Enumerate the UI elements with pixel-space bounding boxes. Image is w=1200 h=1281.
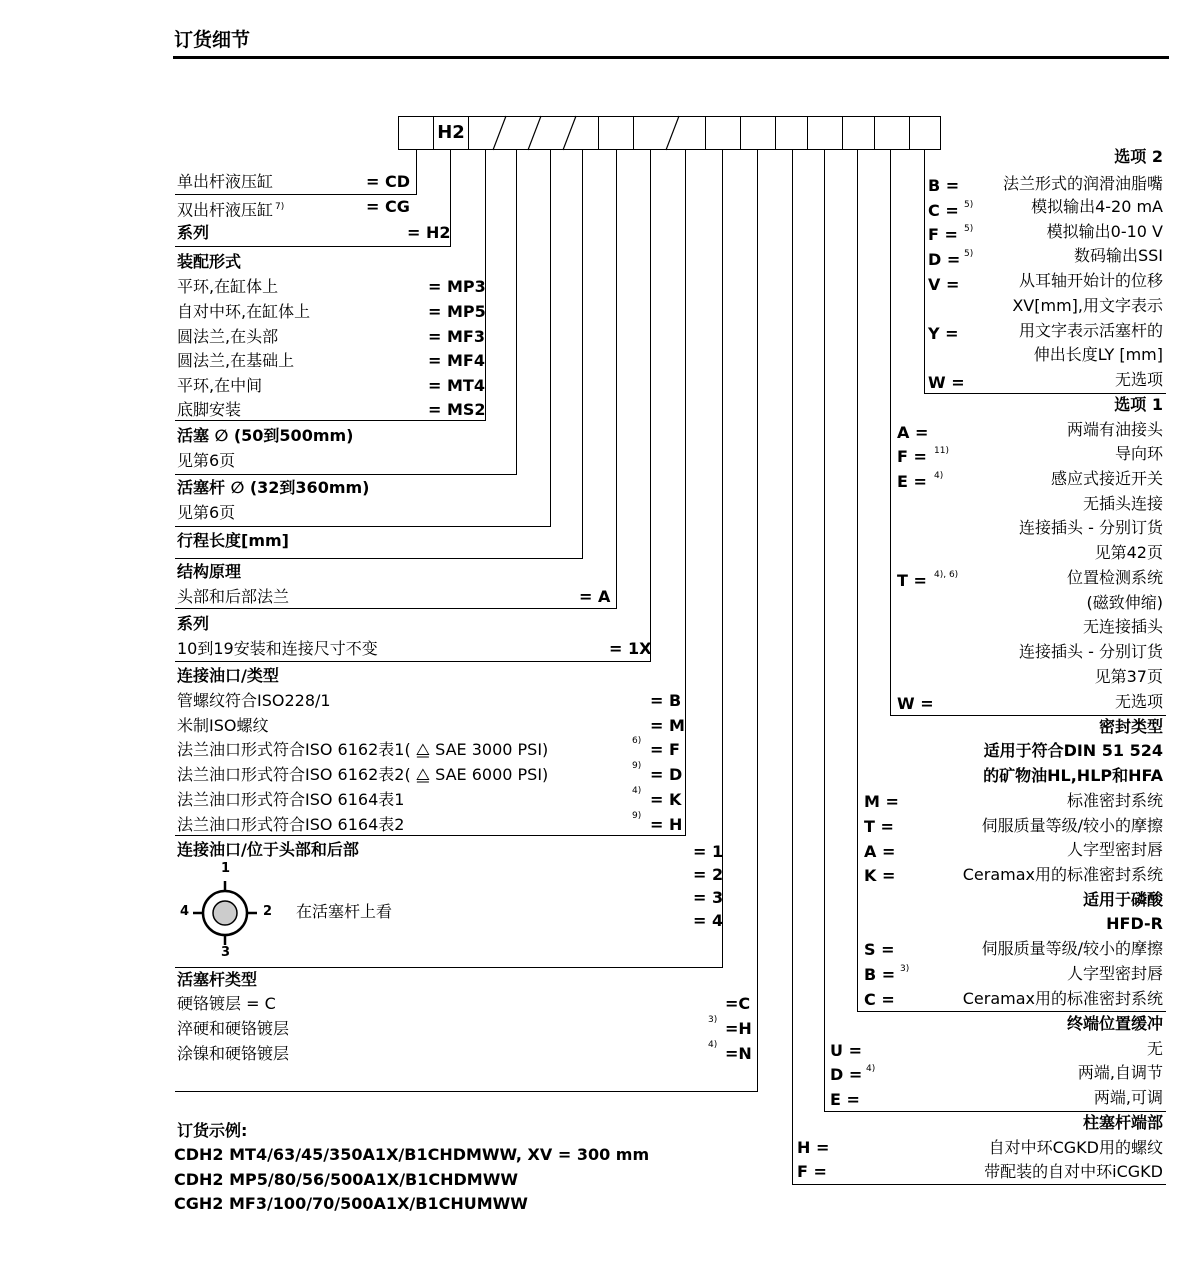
- port-type-code: = K: [650, 790, 682, 809]
- option2-code: D =: [928, 250, 961, 269]
- rod-note: 见第6页: [177, 503, 236, 522]
- rod-end-title: 柱塞杆端部: [1082, 1113, 1163, 1132]
- port-label-2: 2: [263, 904, 273, 919]
- section-rule: [857, 1011, 1166, 1012]
- section-rule: [175, 608, 617, 609]
- port-label-3: 3: [221, 945, 231, 960]
- stroke-title: 行程长度[mm]: [177, 531, 289, 550]
- option2-code: C =: [928, 201, 959, 220]
- option2-code: Y =: [928, 324, 959, 343]
- code-box-slashes: [0, 0, 1200, 160]
- option2-title: 选项 2: [1114, 147, 1163, 166]
- connector-line: [416, 150, 417, 194]
- mount-item-code: = MS2: [428, 400, 486, 419]
- seal-label: 标准密封系统: [1066, 791, 1163, 810]
- option1-note: 4), 6): [934, 570, 959, 580]
- option2-code: W =: [928, 373, 965, 392]
- mount-item-code: = MT4: [428, 376, 485, 395]
- connector-line: [824, 150, 825, 1111]
- seal-code: C =: [864, 990, 895, 1009]
- option2-code: V =: [928, 275, 960, 294]
- cushion-note: 4): [866, 1064, 876, 1074]
- option2-code: B =: [928, 176, 960, 195]
- rod-type-code: =N: [725, 1044, 752, 1063]
- rod-type-label: 硬铬镀层 = C: [177, 994, 276, 1013]
- seal-code: K =: [864, 866, 896, 885]
- option1-code: E =: [897, 472, 927, 491]
- connector-line: [890, 150, 891, 715]
- option2-note: 5): [964, 224, 974, 234]
- connector-line: [792, 150, 793, 1184]
- mount-item-label: 自对中环,在缸体上: [177, 302, 311, 321]
- mount-title: 装配形式: [177, 252, 242, 271]
- example-line: CDH2 MP5/80/56/500A1X/B1CHDMWW: [174, 1170, 519, 1189]
- series2-code: = 1X: [609, 639, 652, 658]
- section-rule: [175, 474, 517, 475]
- rod-end-label: 带配装的自对中环iCGKD: [984, 1162, 1163, 1181]
- series2-label: 10到19安装和连接尺寸不变: [177, 639, 378, 658]
- rod-type-label: 淬硬和硬铬镀层: [177, 1019, 290, 1038]
- port-type-code: = H: [650, 815, 683, 834]
- port-type-note: 9): [632, 811, 642, 821]
- double-rod-label: 双出杆液压缸 $^{7)}$: [177, 200, 285, 220]
- option1-note: 4): [934, 471, 944, 481]
- rod-title: 活塞杆 ∅ (32到360mm): [177, 478, 370, 497]
- seal-label: Ceramax用的标准密封系统: [962, 865, 1163, 884]
- option2-label: 伸出长度LY [mm]: [1033, 345, 1163, 364]
- seal-label: Ceramax用的标准密封系统: [962, 989, 1163, 1008]
- option1-code: W =: [897, 694, 934, 713]
- cushion-label: 两端,自调节: [1077, 1063, 1163, 1082]
- seal-sub: 适用于磷酸: [1082, 890, 1163, 909]
- port-type-label: 法兰油口形式符合ISO 6162表2( ⧋ SAE 6000 PSI): [177, 765, 549, 784]
- option2-note: 5): [964, 249, 974, 259]
- seal-label: 伺服质量等级/较小的摩擦: [981, 816, 1163, 835]
- option1-title: 选项 1: [1114, 395, 1163, 414]
- seal-label: 伺服质量等级/较小的摩擦: [981, 939, 1163, 958]
- rod-end-code: F =: [797, 1162, 827, 1181]
- option2-label: 模拟输出0-10 V: [1046, 222, 1163, 241]
- option1-code: F =: [897, 447, 927, 466]
- port-pos-code: = 1: [693, 842, 724, 861]
- option1-label: 连接插头 - 分别订货: [1019, 642, 1163, 661]
- view-note: 在活塞杆上看: [296, 902, 393, 921]
- seal-code: A =: [864, 842, 896, 861]
- option1-label: 导向环: [1114, 444, 1163, 463]
- port-type-label: 法兰油口形式符合ISO 6164表2: [177, 815, 405, 834]
- port-type-code: = M: [650, 716, 685, 735]
- option1-label: 无插头连接: [1082, 494, 1163, 513]
- option1-label: 两端有油接头: [1066, 420, 1163, 439]
- seal-sub: 适用于符合DIN 51 524: [983, 741, 1163, 760]
- option2-label: 从耳轴开始计的位移: [1018, 271, 1163, 290]
- port-pos-code: = 4: [693, 911, 724, 930]
- design-title: 结构原理: [177, 562, 242, 581]
- mount-item-label: 圆法兰,在头部: [177, 327, 279, 346]
- section-rule: [175, 194, 417, 195]
- seal-label: 人字型密封唇: [1066, 840, 1163, 859]
- rod-type-code: =C: [725, 994, 751, 1013]
- cushion-code: D =: [830, 1065, 863, 1084]
- rod-type-title: 活塞杆类型: [177, 970, 258, 989]
- port-type-code: = D: [650, 765, 683, 784]
- option2-code: F =: [928, 225, 958, 244]
- option2-label: XV[mm],用文字表示: [1012, 296, 1163, 315]
- port-type-title: 连接油口/类型: [177, 666, 279, 685]
- port-type-note: 9): [632, 761, 642, 771]
- section-rule: [175, 526, 551, 527]
- option1-label: 无选项: [1114, 692, 1163, 711]
- port-type-label: 法兰油口形式符合ISO 6162表1( ⧋ SAE 3000 PSI): [177, 740, 549, 759]
- mount-item-code: = MF4: [428, 351, 485, 370]
- mount-item-label: 平环,在缸体上: [177, 277, 279, 296]
- mount-item-code: = MP3: [428, 277, 486, 296]
- rod-type-code: =H: [725, 1019, 752, 1038]
- mount-item-label: 圆法兰,在基础上: [177, 351, 295, 370]
- seal-code: M =: [864, 792, 899, 811]
- single-rod-code: = CD: [366, 172, 410, 191]
- example-line: CDH2 MT4/63/45/350A1X/B1CHDMWW, XV = 300 mm: [174, 1145, 650, 1164]
- double-rod-code: = CG: [366, 197, 410, 216]
- code-box-series-text: H2: [437, 122, 465, 143]
- single-rod-label: 单出杆液压缸: [177, 172, 274, 191]
- connector-line: [550, 150, 551, 526]
- option2-label: 用文字表示活塞杆的: [1018, 321, 1163, 340]
- rod-type-note: 3): [708, 1015, 718, 1025]
- option2-label: 法兰形式的润滑油脂嘴: [1002, 174, 1163, 193]
- examples-title: 订货示例:: [177, 1121, 248, 1140]
- option2-label: 数码输出SSI: [1073, 246, 1163, 265]
- option2-label: 模拟输出4-20 mA: [1031, 197, 1163, 216]
- design-label: 头部和后部法兰: [177, 587, 290, 606]
- connector-line: [857, 150, 858, 1011]
- seal-code: S =: [864, 940, 895, 959]
- connector-line: [924, 150, 925, 393]
- option1-code: T =: [897, 571, 927, 590]
- option1-label: 位置检测系统: [1066, 568, 1163, 587]
- connector-line: [582, 150, 583, 558]
- rod-end-code: H =: [797, 1138, 830, 1157]
- section-rule: [175, 246, 451, 247]
- port-pos-title: 连接油口/位于头部和后部: [177, 840, 359, 859]
- port-type-label: 法兰油口形式符合ISO 6164表1: [177, 790, 405, 809]
- option1-label: 见第42页: [1094, 543, 1163, 562]
- section-rule: [175, 1091, 758, 1092]
- cushion-code: E =: [830, 1090, 860, 1109]
- series2-title: 系列: [177, 614, 210, 633]
- connector-line: [685, 150, 686, 835]
- cushion-label: 两端,可调: [1093, 1088, 1163, 1107]
- mount-item-code: = MP5: [428, 302, 486, 321]
- mount-item-label: 底脚安装: [177, 400, 242, 419]
- connector-line: [516, 150, 517, 474]
- seal-label: 人字型密封唇: [1066, 964, 1163, 983]
- series-code: = H2: [407, 223, 451, 242]
- rod-end-label: 自对中环CGKD用的螺纹: [988, 1138, 1163, 1157]
- design-code: = A: [579, 587, 611, 606]
- seal-title: 密封类型: [1098, 717, 1163, 736]
- port-type-note: 4): [632, 786, 642, 796]
- mount-item-label: 平环,在中间: [177, 376, 263, 395]
- section-rule: [175, 558, 583, 559]
- seal-sub: 的矿物油HL,HLP和HFA: [983, 766, 1163, 785]
- example-line: CGH2 MF3/100/70/500A1X/B1CHUMWW: [174, 1194, 528, 1213]
- seal-note: 3): [900, 964, 910, 974]
- connector-line: [650, 150, 651, 661]
- mount-item-code: = MF3: [428, 327, 485, 346]
- option1-code: A =: [897, 423, 929, 442]
- series-label: 系列: [177, 223, 210, 242]
- port-pos-code: = 3: [693, 888, 724, 907]
- port-type-label: 米制ISO螺纹: [177, 716, 269, 735]
- section-rule: [792, 1184, 1166, 1185]
- option2-label: 无选项: [1114, 370, 1163, 389]
- connector-line: [616, 150, 617, 608]
- connector-line: [757, 150, 758, 1091]
- option1-label: 见第37页: [1094, 667, 1163, 686]
- seal-sub: HFD-R: [1106, 914, 1163, 933]
- option1-label: (磁致伸缩): [1086, 593, 1163, 612]
- option1-label: 无连接插头: [1082, 617, 1163, 636]
- port-type-label: 管螺纹符合ISO228/1: [177, 691, 331, 710]
- rod-type-note: 4): [708, 1040, 718, 1050]
- piston-title: 活塞 ∅ (50到500mm): [177, 426, 354, 445]
- section-rule: [175, 661, 651, 662]
- cushion-title: 终端位置缓冲: [1066, 1014, 1163, 1033]
- cushion-label: 无: [1146, 1039, 1163, 1058]
- option1-label: 连接插头 - 分别订货: [1019, 518, 1163, 537]
- seal-code: T =: [864, 817, 894, 836]
- port-type-code: = F: [650, 740, 680, 759]
- option1-note: 11): [934, 446, 949, 456]
- rod-type-label: 涂镍和硬铬镀层: [177, 1044, 290, 1063]
- port-pos-code: = 2: [693, 865, 724, 884]
- port-type-code: = B: [650, 691, 682, 710]
- port-type-note: 6): [632, 736, 642, 746]
- page-title: 订货细节: [174, 29, 251, 51]
- cushion-code: U =: [830, 1041, 862, 1060]
- port-label-1: 1: [221, 861, 231, 876]
- seal-code: B =: [864, 965, 896, 984]
- port-label-4: 4: [180, 904, 190, 919]
- piston-note: 见第6页: [177, 451, 236, 470]
- option2-note: 5): [964, 200, 974, 210]
- option1-label: 感应式接近开关: [1050, 469, 1163, 488]
